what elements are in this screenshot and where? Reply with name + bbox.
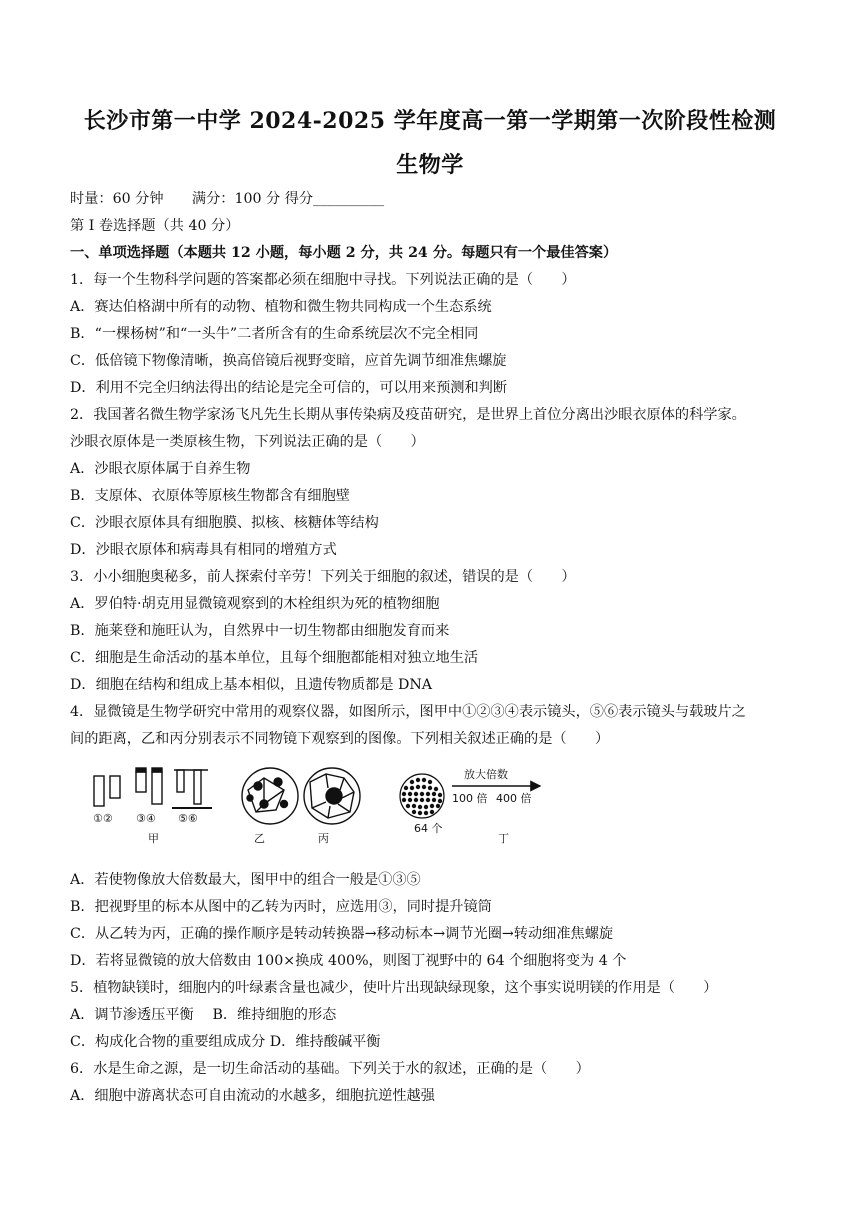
answer-option: B．支原体、衣原体等原核生物都含有细胞壁 — [70, 488, 350, 504]
answer-option: C．细胞是生命活动的基本单位，且每个细胞都能相对独立地生活 — [70, 650, 479, 666]
objective-lens-icon — [136, 768, 162, 804]
subject-title: 生物学 — [396, 152, 464, 178]
answer-option: A．罗伯特·胡克用显微镜观察到的木栓组织为死的植物细胞 — [70, 596, 440, 612]
answer-option: D．细胞在结构和组成上基本相似，且遗传物质都是 DNA — [70, 677, 433, 693]
question-stem: 4．显微镜是生物学研究中常用的观察仪器，如图所示，图甲中①②③④表示镜头，⑤⑥表示镜头与载玻片之 — [70, 704, 746, 720]
answer-option: C．沙眼衣原体具有细胞膜、拟核、核糖体等结构 — [70, 515, 379, 531]
magnification-label: 400 倍 — [496, 792, 532, 805]
answer-option: A．赛达伯格湖中所有的动物、植物和微生物共同构成一个生态系统 — [70, 299, 492, 315]
section-heading: 一、单项选择题（本题共 12 小题，每小题 2 分，共 24 分。每题只有一个最佳答案） — [70, 245, 618, 261]
question-stem: 3．小小细胞奥秘多，前人探索付辛劳！下列关于细胞的叙述，错误的是（ ） — [70, 569, 576, 585]
question-stem: 1．每一个生物科学问题的答案都必须在细胞中寻找。下列说法正确的是（ ） — [70, 272, 576, 288]
answer-option: C．从乙转为丙，正确的操作顺序是转动转换器→移动标本→调节光圈→转动细准焦螺旋 — [70, 926, 614, 942]
lens-label: ①② — [93, 812, 113, 825]
question-stem: 2．我国著名微生物学家汤飞凡先生长期从事传染病及疫苗研究，是世界上首位分离出沙眼衣原体的科学家。 — [70, 407, 746, 423]
cell-count-label: 64 个 — [414, 822, 443, 835]
answer-option: B．“一棵杨树”和“一头牛”二者所含有的生命系统层次不完全相同 — [70, 326, 479, 342]
eyepiece-lens-icon — [94, 776, 120, 806]
exam-title: 长沙市第一中学 2024-2025 学年度高一第一学期第一次阶段性检测 — [83, 108, 777, 134]
answer-option: C．低倍镜下物像清晰，换高倍镜后视野变暗，应首先调节细准焦螺旋 — [70, 353, 507, 369]
microscope-figure — [88, 760, 548, 852]
cell-dots — [402, 778, 442, 815]
arrow-label: 放大倍数 — [464, 768, 508, 781]
question-stem: 间的距离，乙和丙分别表示不同物镜下观察到的图像。下列相关叙述正确的是（ ） — [70, 731, 610, 747]
lens-label: ③④ — [136, 812, 156, 825]
answer-option: A．若使物像放大倍数最大，图甲中的组合一般是①③⑤ — [70, 872, 421, 888]
answer-option: D．若将显微镜的放大倍数由 100×换成 400%，则图丁视野中的 64 个细胞将变为 4 个 — [70, 953, 627, 969]
answer-option: D．利用不完全归纳法得出的结论是完全可信的，可以用来预测和判断 — [70, 380, 508, 396]
answer-option: A．沙眼衣原体属于自养生物 — [70, 461, 251, 477]
answer-option: B．把视野里的标本从图中的乙转为丙时，应选用③，同时提升镜筒 — [70, 899, 492, 915]
answer-option: A．调节渗透压平衡 B．维持细胞的形态 — [70, 1007, 337, 1023]
panel-label: 丙 — [318, 832, 329, 845]
microscope-figure-svg — [88, 760, 548, 852]
answer-option: D．沙眼衣原体和病毒具有相同的增殖方式 — [70, 542, 337, 558]
panel-label: 乙 — [254, 832, 265, 845]
part-heading: 第 I 卷选择题（共 40 分） — [70, 218, 240, 234]
magnification-label: 100 倍 — [452, 792, 488, 805]
question-stem: 6．水是生命之源，是一切生命活动的基础。下列关于水的叙述，正确的是（ ） — [70, 1061, 590, 1077]
exam-meta: 时量：60 分钟 满分：100 分 得分__________ — [70, 191, 385, 207]
lens-label: ⑤⑥ — [178, 812, 198, 825]
view-high-power-icon — [304, 768, 360, 824]
panel-label: 甲 — [148, 832, 159, 845]
slide-distance-icon — [172, 770, 212, 808]
panel-label: 丁 — [498, 832, 509, 845]
answer-option: B．施莱登和施旺认为，自然界中一切生物都由细胞发育而来 — [70, 623, 450, 639]
question-stem: 5．植物缺镁时，细胞内的叶绿素含量也减少，使叶片出现缺绿现象，这个事实说明镁的作用是（ ） — [70, 980, 718, 996]
answer-option: C．构成化合物的重要组成成分 D．维持酸碱平衡 — [70, 1034, 381, 1050]
view-low-power-icon — [242, 768, 298, 824]
question-stem: 沙眼衣原体是一类原核生物，下列说法正确的是（ ） — [70, 434, 425, 450]
answer-option: A．细胞中游离状态可自由流动的水越多，细胞抗逆性越强 — [70, 1088, 435, 1104]
